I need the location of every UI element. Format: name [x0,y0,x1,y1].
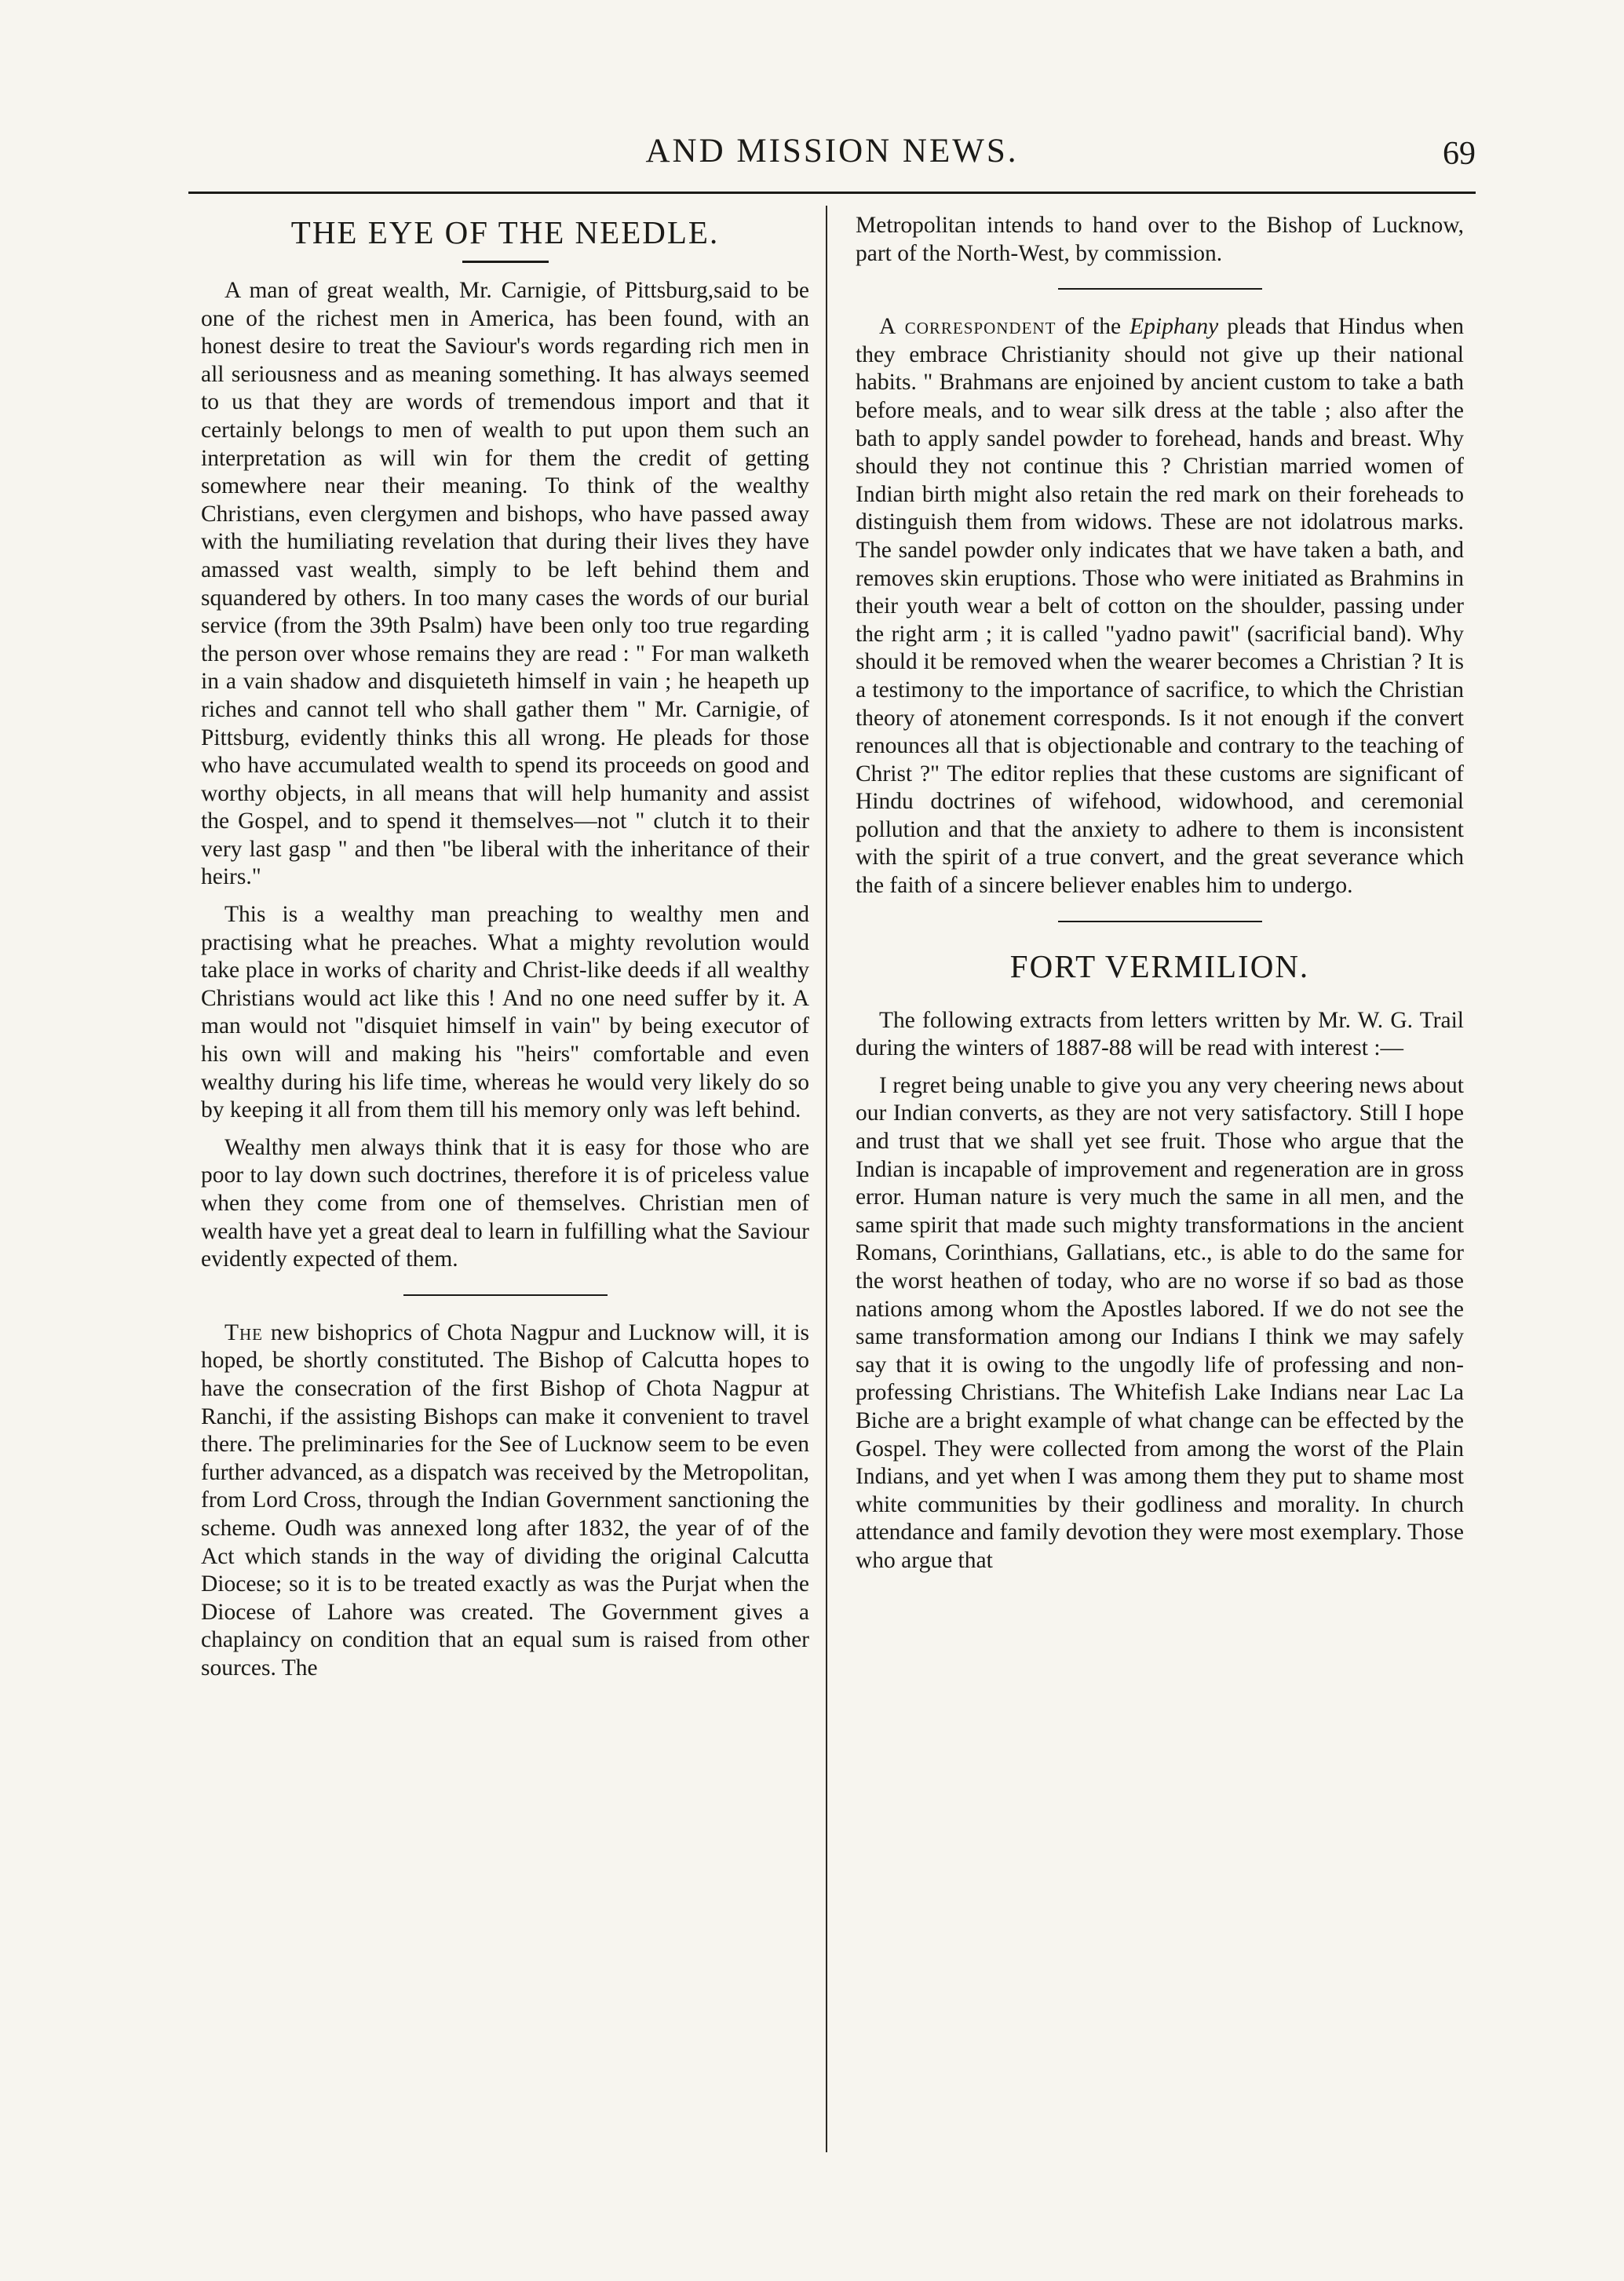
article-title-eye-of-the-needle: THE EYE OF THE NEEDLE. [290,214,720,250]
section-separator [1058,921,1262,922]
publication-name: Epiphany [1130,314,1219,340]
page-number: 69 [1443,136,1476,172]
lead-word: A correspondent [879,314,1057,340]
paragraph-text: new bishoprics of Chota Nagpur and Lucknow will, it is hoped, be shortly constituted. The Bishop of Calcutta hopes to have the consecration of the first Bishop of Chota Nagpur at Ranchi, if the assisting Bishops can make it convenient to travel there. The preliminaries for the See of Lucknow seem to be even further advanced, as a dispatch was received by the Metropolitan, from Lord Cross, through the Indian Government sanctioning the scheme. Oudh was annexed long after 1832, the year of of the Act which stands in the way of dividing the original Calcutta Diocese; so it is to be treated exactly as was the Purjat when the Diocese of Lahore was created. The Government gives a chaplaincy on condition that an equal sum is raised from other sources. The [201,1319,809,1681]
paragraph: This is a wealthy man preaching to wealthy men and practising what he preaches. What a mighty revolution would take place in works of charity and Christ-like deeds if all wealthy Christians would act like this ! And no one need suffer by it. A man would not "disquiet himself in vain" by being executor of his own will and making his "heirs" comfortable and even wealthy during his life time, whereas he would very likely do so by keeping it all from them till his memory only was left behind. [201,902,809,1123]
paragraph: Wealthy men always think that it is easy for those who are poor to lay down such doctrines, therefore it is of priceless value when they come from one of themselves. Christian men of wealth have yet a great deal to learn in fulfilling what the Saviour evidently expected of them. [201,1134,809,1272]
left-column [201,212,809,1692]
right-column [856,212,1464,1585]
paragraph-correspondent [856,313,1464,900]
running-title: AND MISSION NEWS. [645,133,1019,170]
article-title-fort-vermilion: FORT VERMILION. [1009,947,1310,984]
section-separator [403,1294,608,1296]
header-rule [188,192,1476,194]
section-separator [1058,288,1262,290]
column-divider [826,206,827,2152]
title-rule [462,261,549,263]
lead-word: The [224,1319,264,1345]
paragraph-bishoprics [201,1319,809,1683]
paragraph-text: pleads that Hindus when they embrace Christianity should not give up their national habits. " Brahmans are enjoined by ancient custom to take a bath before meals, and to wear silk dress at the table ; also after the bath to apply sandel powder to forehead, hands and breast. Why should they not continue this ? Christian married women of Indian birth might also retain the red mark on their foreheads to distinguish them from widows. These are not idolatrous marks. The sandel powder only indicates that we have taken a bath, and removes skin eruptions. Those who were initiated as Brahmins in their youth wear a belt of cotton on the shoulder, passing under the right arm ; it is called "yadno pawit" (sacrificial band). Why should it be removed when the wearer becomes a Christian ? It is a testimony to the importance of sacrifice, to which the Christian theory of atonement corresponds. Is it not enough if the convert renounces all that is objectionable and contrary to the teaching of Christ ?" The editor replies that these customs are significant of Hindu doctrines of wifehood, widowhood, and ceremonial pollution and that the anxiety to adhere to them is inconsistent with the spirit of a true convert, and the great severance which the faith of a sincere believer enables him to undergo. [856,314,1464,899]
running-head [188,132,1476,179]
spacer [856,987,1464,1007]
paragraph: The following extracts from letters written by Mr. W. G. Trail during the winters of 1887-88 will be read with interest :— [856,1007,1464,1061]
continued-paragraph: Metropolitan intends to hand over to the Bishop of Lucknow, part of the North-West, by commission. [856,213,1464,266]
paragraph: A man of great wealth, Mr. Carnigie, of Pittsburg,said to be one of the richest men in America, has been found, with an honest desire to treat the Saviour's words regarding rich men in all seriousness and as meaning something. It has always seemed to us that they are words of tremendous import and that it certainly belongs to men of wealth to put upon them such an interpretation as will win for them the credit of getting somewhere near their meaning. To think of the wealthy Christians, even clergymen and bishops, who have passed away with the humiliating revelation that during their lives they have amassed vast wealth, simply to be left behind them and squandered by others. In too many cases the words of our burial service (from the 39th Psalm) have been only too true regarding the person over whose remains they are read : " For man walketh in a vain shadow and disquieteth himself in vain ; he heapeth up riches and cannot tell who shall gather them " Mr. Carnigie, of Pittsburg, evidently thinks this all wrong. He pleads for those who have accumulated wealth to spend its proceeds on good and worthy objects, in all means that will help humanity and assist the Gospel, and to spend it themselves—not " clutch it to their very last gasp " and then "be liberal with the inheritance of their heirs." [201,278,809,890]
paragraph-text: of the [1056,314,1130,340]
paragraph: I regret being unable to give you any very cheering news about our Indian converts, as they are not very satisfactory. Still I hope and trust that we shall yet see fruit. Those who argue that the Indian is incapable of improvement and regeneration are in gross error. Human nature is very much the same in all men, and the same spirit that made such mighty transformations in the ancient Romans, Corinthians, Gallatians, etc., is able to do the same for the worst heathen of today, who are no worse if so bad as those nations among whom the Apostles labored. If we do not see the same transformation among our Indians I think we may safely say that it is owing to the ungodly life of professing and non-professing Christians. The Whitefish Lake Indians near Lac La Biche are a bright example of what change can be effected by the Gospel. They were collected from among the worst of the Plain Indians, and yet when I was among them they put to shame most white communities by their godliness and morality. In church attendance and family devotion they were most exemplary. Those who argue that [856,1072,1464,1573]
